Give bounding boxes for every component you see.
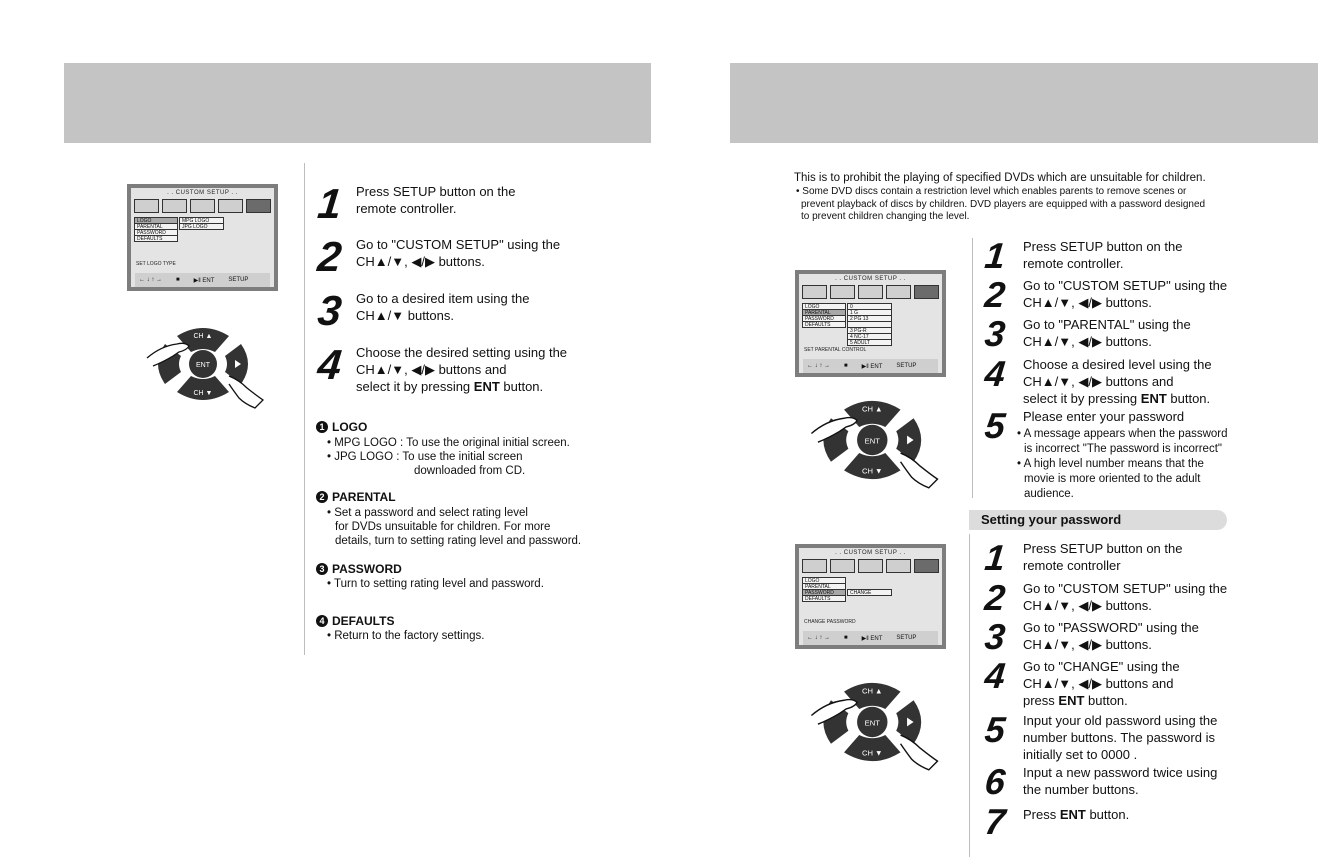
dpad-ch-down-label: CH ▼ [193, 390, 213, 397]
custom-setup-screen-password: . . CUSTOM SETUP . . LOGO PARENTAL PASSWORD DEFAULTS CHANGE CHANGE PASSWORD ← ↓ ↑ → ■ ▶‖ ENT SETUP [795, 544, 946, 649]
right-header-bar [730, 63, 1318, 143]
item-defaults-text: • Return to the factory settings. [327, 630, 485, 642]
item-password-text: • Turn to setting rating level and password. [327, 578, 544, 590]
item-password-heading: 3 PASSWORD [316, 562, 402, 576]
dpad-ent-label: ENT [196, 362, 210, 369]
svg-text:CH ▼: CH ▼ [861, 466, 883, 476]
item-logo-heading: 1 LOGO [316, 420, 367, 434]
screen-title: . . CUSTOM SETUP . . [167, 190, 238, 196]
custom-setup-screen-logo [127, 184, 278, 291]
screen-nav: ← ↓ ↑ → ■ ▶‖ ENT SETUP [135, 273, 270, 287]
custom-setup-screen-parental: . . CUSTOM SETUP . . LOGO PARENTAL PASSWORD DEFAULTS 0 1 G 2 PG 13 3 PG-R 4 NC-17 5 ADULT SET PARENTAL CONTROL ← ↓ ↑ → ■ ▶‖ ENT SETUP [795, 270, 946, 377]
screen-menu: LOGO PARENTAL PASSWORD DEFAULTS [134, 217, 178, 242]
dpad-ch-up-label: CH ▲ [193, 333, 213, 340]
svg-text:CH ▲: CH ▲ [861, 404, 883, 414]
step5-notes: • A message appears when the password is incorrect "The password is incorrect" • A high level number means that the movie is more oriented to the adult audience. [1017, 428, 1228, 500]
left-divider [304, 163, 305, 655]
svg-text:CH ▼: CH ▼ [861, 748, 883, 758]
item-defaults-heading: 4 DEFAULTS [316, 614, 394, 628]
right-divider [972, 238, 973, 498]
remote-dpad-illustration-3 [805, 672, 945, 772]
svg-text:ENT: ENT [864, 718, 880, 728]
screen-tiles [134, 199, 271, 213]
left-header-bar [64, 63, 651, 143]
screen-submenu: MPG LOGO JPG LOGO [179, 217, 224, 230]
remote-dpad-illustration-2 [805, 390, 945, 490]
right-divider-lower [969, 534, 970, 857]
svg-text:CH ▲: CH ▲ [861, 686, 883, 696]
screen-hint: SET LOGO TYPE [136, 261, 176, 267]
remote-dpad-illustration [143, 318, 268, 410]
item-parental-heading: 2 PARENTAL [316, 490, 396, 504]
svg-text:ENT: ENT [864, 436, 880, 446]
setting-password-heading: Setting your password [969, 510, 1227, 530]
intro-note: • Some DVD discs contain a restriction level which enables parents to remove scenes or prevent playback of discs by children. DVD players are equipped with a password designed to prevent children changing the level. [796, 186, 1206, 222]
item-logo-text: • MPG LOGO : To use the original initial screen. • JPG LOGO : To use the initial screen downloaded from CD. [327, 437, 570, 477]
item-parental-text: • Set a password and select rating level for DVDs unsuitable for children. For more details, turn to setting rating level and password. [327, 507, 582, 547]
intro-text: This is to prohibit the playing of specified DVDs which are unsuitable for children. [794, 172, 1206, 184]
